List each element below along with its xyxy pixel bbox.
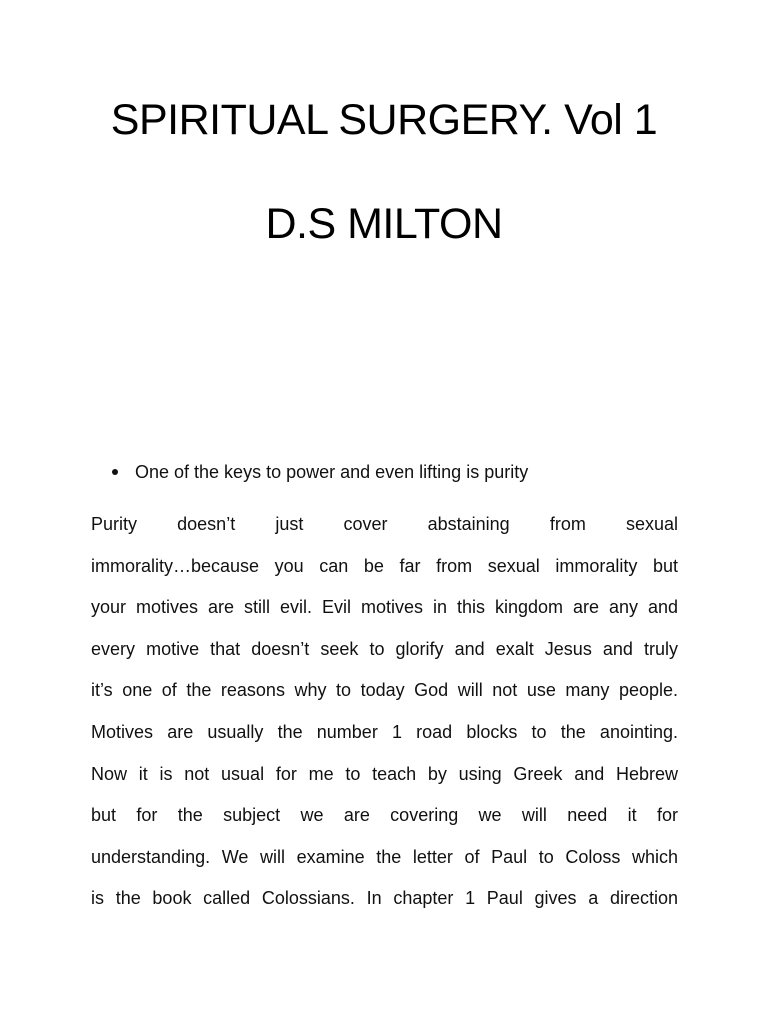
paragraph-line: Purity doesn’t just cover abstaining from sexual <box>91 514 678 534</box>
bullet-list <box>110 458 528 486</box>
paragraph-line: immorality…because you can be far from sexual immorality but <box>91 555 678 576</box>
paragraph-line: your motives are still evil. Evil motives in this kingdom are any and <box>91 597 678 618</box>
paragraph-line: every motive that doesn’t seek to glorify and exalt Jesus and truly <box>91 638 678 659</box>
body-paragraph <box>91 508 678 924</box>
paragraph-line: but for the subject we are covering we will need it for <box>91 805 678 826</box>
document-title: SPIRITUAL SURGERY. Vol 1 <box>110 96 658 144</box>
bullet-item <box>110 458 528 486</box>
paragraph-line: understanding. We will examine the letter of Paul to Coloss which <box>91 846 678 867</box>
bullet-item-text: One of the keys to power and even lifting is purity <box>135 462 529 482</box>
paragraph-line: Motives are usually the number 1 road blocks to the anointing. <box>91 721 678 742</box>
paragraph-line: it’s one of the reasons why to today God will not use many people. <box>91 680 678 701</box>
paragraph-line: is the book called Colossians. In chapter 1 Paul gives a direction <box>91 888 678 909</box>
document-author: D.S MILTON <box>265 200 503 248</box>
paragraph-line: Now it is not usual for me to teach by using Greek and Hebrew <box>91 763 678 784</box>
bullet-dot-icon <box>112 469 118 475</box>
